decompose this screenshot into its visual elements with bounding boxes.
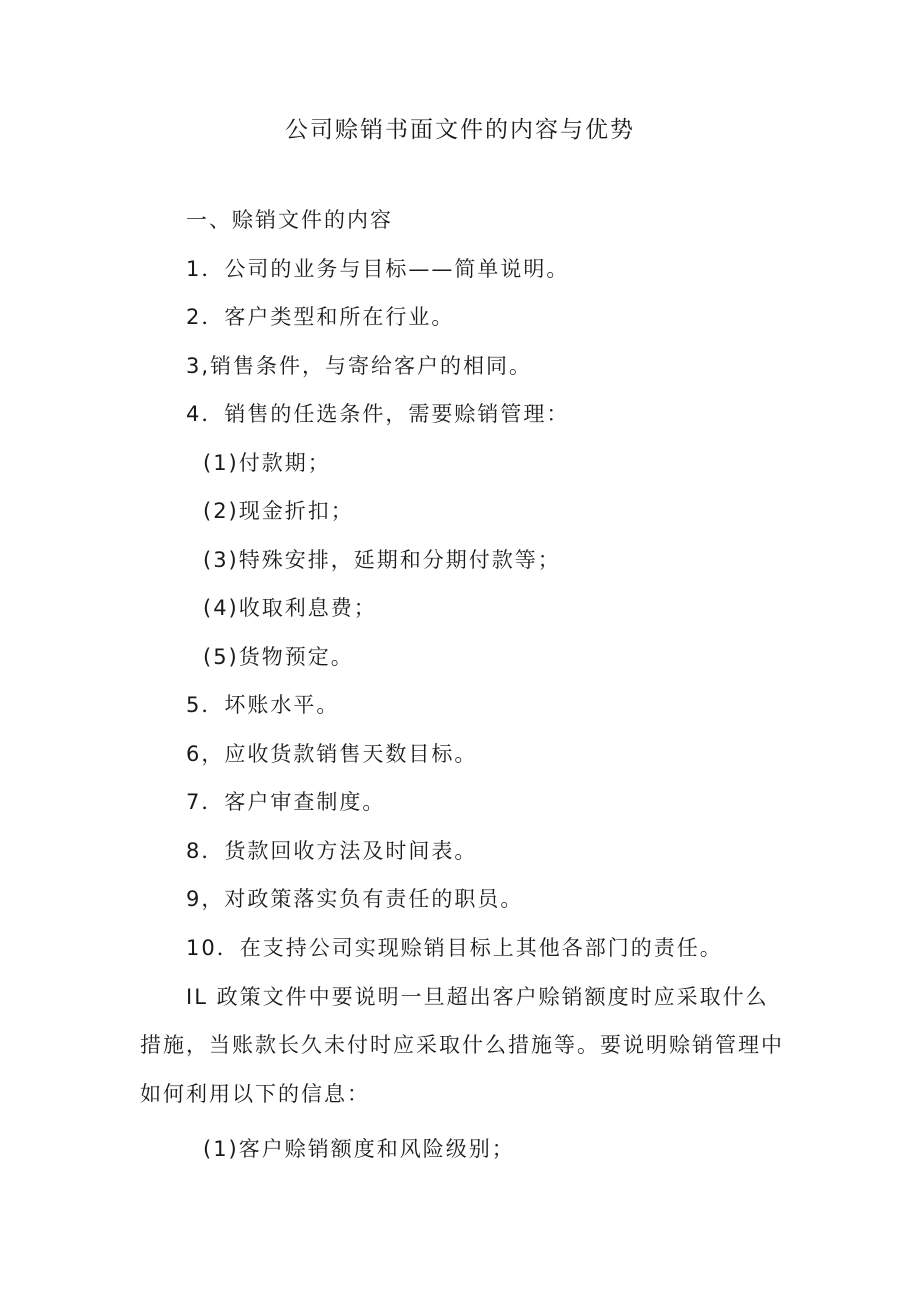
document-title: 公司赊销书面文件的内容与优势 bbox=[285, 117, 635, 143]
list-item: 3,销售条件，与寄给客户的相同。 bbox=[186, 354, 533, 378]
sub-list-item: (2)现金折扣； bbox=[203, 499, 354, 523]
list-item: 10．在支持公司实现赊销目标上其他各部门的责任。 bbox=[186, 936, 723, 960]
sub-list-item: (5)货物预定。 bbox=[203, 645, 354, 669]
list-item: 4．销售的任选条件，需要赊销管理： bbox=[186, 402, 570, 426]
sub-list-item: (4)收取利息费； bbox=[203, 596, 377, 620]
list-item: 1．公司的业务与目标——简单说明。 bbox=[186, 257, 570, 281]
sub-list-item: (1)客户赊销额度和风险级别； bbox=[203, 1137, 515, 1161]
sub-list-item: (3)特殊安排，延期和分期付款等； bbox=[203, 548, 561, 572]
paragraph-line: 措施，当账款长久未付时应采取什么措施等。要说明赊销管理中 bbox=[140, 1033, 784, 1057]
list-item: 9，对政策落实负有责任的职员。 bbox=[186, 887, 524, 911]
paragraph-line: IL 政策文件中要说明一旦超出客户赊销额度时应采取什么 bbox=[186, 985, 769, 1009]
list-item: 6，应收货款销售天数目标。 bbox=[186, 742, 478, 766]
list-item: 8．货款回收方法及时间表。 bbox=[186, 839, 478, 863]
list-item: 5．坏账水平。 bbox=[186, 693, 340, 717]
section-heading: 一、赊销文件的内容 bbox=[186, 208, 393, 232]
list-item: 2．客户类型和所在行业。 bbox=[186, 305, 455, 329]
paragraph-line: 如何利用以下的信息： bbox=[140, 1082, 370, 1106]
sub-list-item: (1)付款期； bbox=[203, 451, 331, 475]
list-item: 7．客户审查制度。 bbox=[186, 790, 386, 814]
